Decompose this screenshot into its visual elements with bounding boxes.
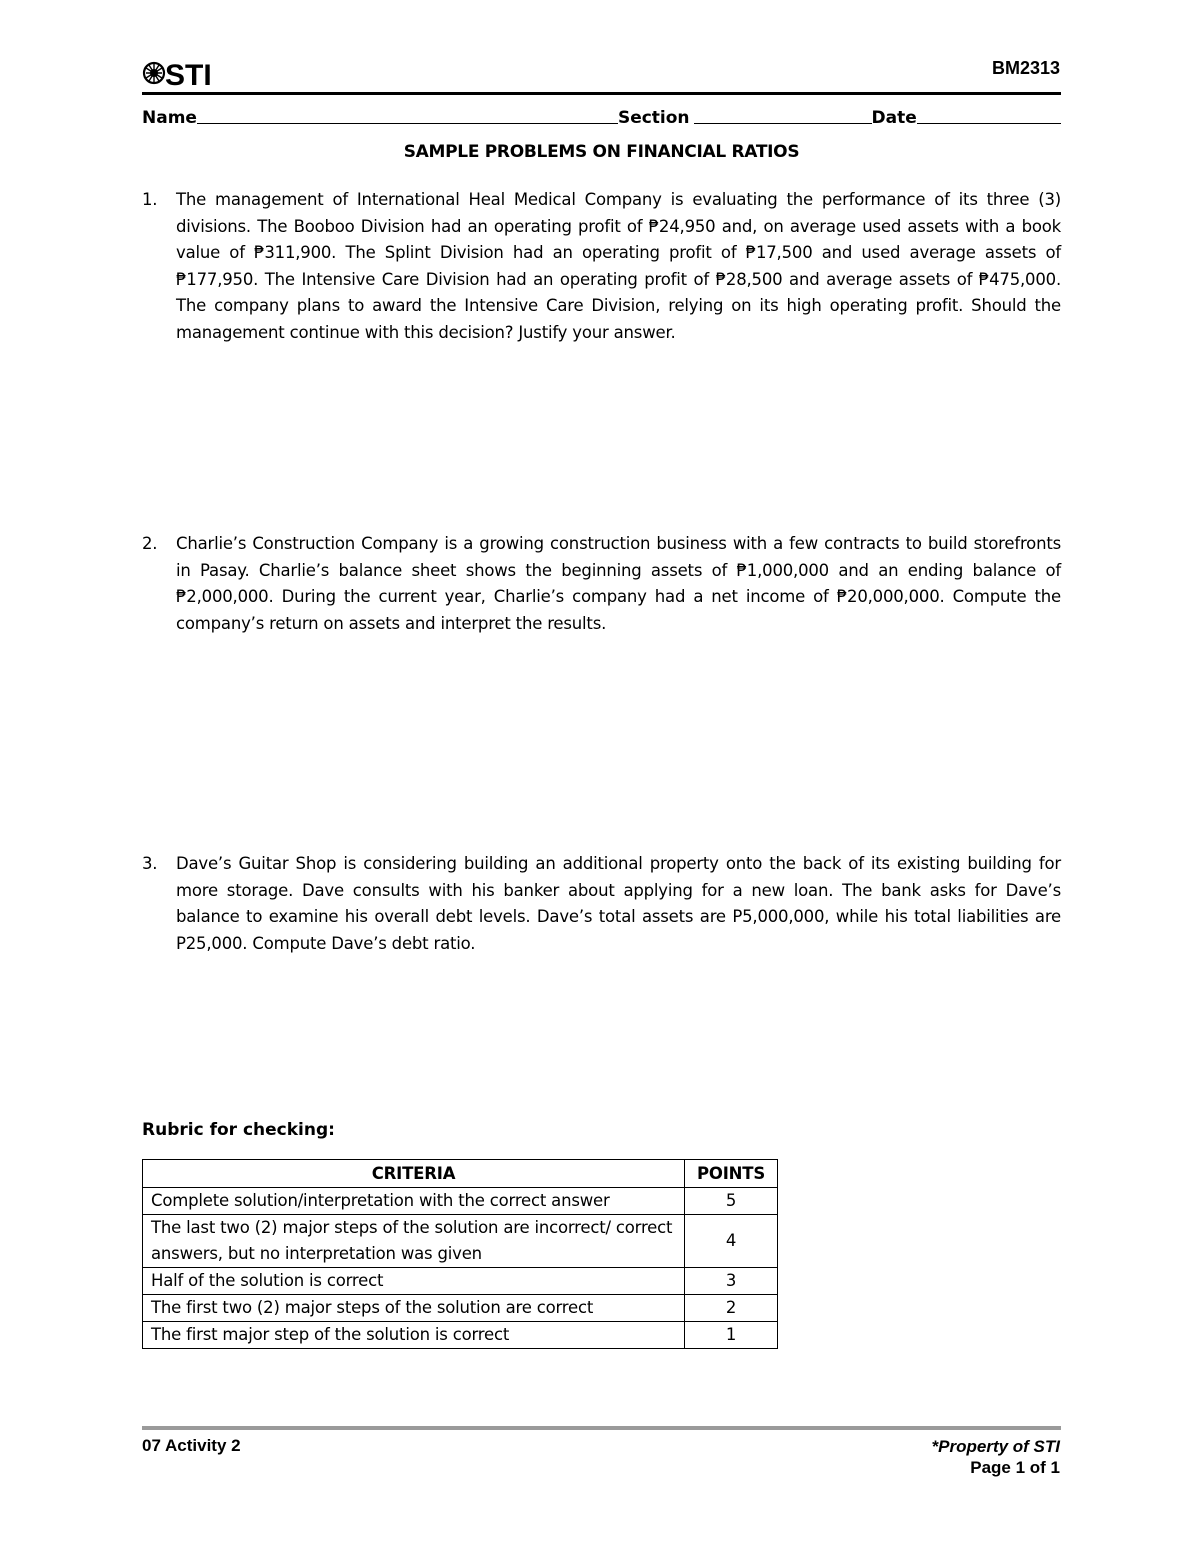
problem-number: 3. xyxy=(142,854,158,873)
problem-text: Dave’s Guitar Shop is considering building an additional property onto the back of its existing building for more storage. Dave consults with his banker about applying for a new loan. The bank asks for Dave’s balance to examine his overall debt levels. Dave’s total assets are P5,000,000, while his total liabilities are P25,000. Compute Dave’s debt ratio. xyxy=(176,854,1061,953)
criteria-cell: The last two (2) major steps of the solution are incorrect/ correct answers, but no interpretation was given xyxy=(143,1215,685,1268)
logo-text: STI xyxy=(165,59,212,90)
page-number: Page 1 of 1 xyxy=(970,1458,1060,1477)
points-cell: 3 xyxy=(685,1268,778,1295)
section-label: Section xyxy=(617,108,690,128)
points-header: POINTS xyxy=(685,1160,778,1188)
sti-logo-icon xyxy=(142,56,222,90)
header-divider xyxy=(142,92,1061,95)
problem-item xyxy=(142,851,1061,957)
student-info-line xyxy=(142,102,1061,128)
date-label: Date xyxy=(871,108,917,128)
table-row xyxy=(143,1215,778,1268)
points-cell: 4 xyxy=(685,1215,778,1268)
problem-text: Charlie’s Construction Company is a growing construction business with a few contracts to build storefronts in Pasay. Charlie’s balance sheet shows the beginning assets of ₱1,000,000 and an ending balance of ₱2,000,000. During the current year, Charlie’s company had a net income of ₱20,000,000. Compute the company’s return on assets and interpret the results. xyxy=(176,534,1061,633)
rubric-title: Rubric for checking: xyxy=(142,1120,335,1140)
name-field[interactable] xyxy=(197,123,618,124)
table-row xyxy=(143,1295,778,1322)
page-title: SAMPLE PROBLEMS ON FINANCIAL RATIOS xyxy=(403,142,800,162)
points-cell: 1 xyxy=(685,1322,778,1349)
name-label: Name xyxy=(142,108,197,128)
problem-number: 2. xyxy=(142,534,158,553)
sti-logo xyxy=(142,56,222,90)
criteria-header: CRITERIA xyxy=(143,1160,685,1188)
table-row xyxy=(143,1268,778,1295)
problem-item xyxy=(142,531,1061,637)
table-row xyxy=(143,1322,778,1349)
points-cell: 5 xyxy=(685,1188,778,1215)
activity-label: 07 Activity 2 xyxy=(142,1436,241,1455)
problem-number: 1. xyxy=(142,190,158,209)
criteria-cell: The first two (2) major steps of the solution are correct xyxy=(143,1295,685,1322)
rubric-header-row xyxy=(143,1160,778,1188)
section-field[interactable] xyxy=(694,123,872,124)
property-notice: *Property of STI xyxy=(931,1437,1060,1456)
course-code: BM2313 xyxy=(991,58,1060,78)
points-cell: 2 xyxy=(685,1295,778,1322)
footer-divider xyxy=(142,1426,1061,1430)
problem-item xyxy=(142,187,1061,346)
rubric-table xyxy=(142,1159,778,1349)
date-field[interactable] xyxy=(917,123,1061,124)
footer-info xyxy=(932,1436,1060,1478)
table-row xyxy=(143,1188,778,1215)
criteria-cell: The first major step of the solution is correct xyxy=(143,1322,685,1349)
problem-text: The management of International Heal Medical Company is evaluating the performance of its three (3) divisions. The Booboo Division had an operating profit of ₱24,950 and, on average used assets with a book value of ₱311,900. The Splint Division had an operating profit of ₱17,500 and used average assets of ₱177,950. The Intensive Care Division had an operating profit of ₱28,500 and average assets of ₱475,000. The company plans to award the Intensive Care Division, relying on its high operating profit. Should the management continue with this decision? Justify your answer. xyxy=(176,190,1061,342)
criteria-cell: Complete solution/interpretation with the correct answer xyxy=(143,1188,685,1215)
criteria-cell: Half of the solution is correct xyxy=(143,1268,685,1295)
